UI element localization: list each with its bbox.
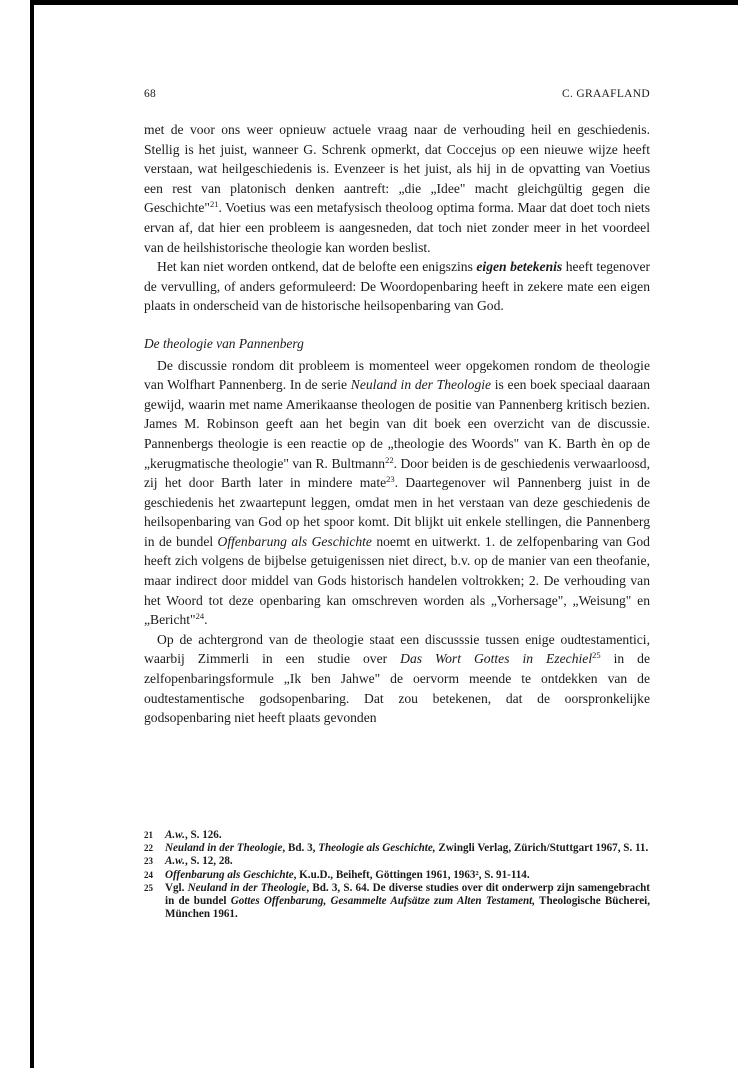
footnote-title: Offenbarung als Geschichte — [165, 868, 294, 881]
paragraph-3-text-d: . Daartegenover wil Pannenberg juist in de geschiedenis het zwaartepunt leggen, omdat men in het verstaan van deze geschiedenis de heilsopenbaring van God op het spoor komt. Dit blijkt uit enkele stellingen, die Pannenberg in de bundel — [144, 475, 650, 549]
main-text — [144, 120, 650, 728]
paragraph-3-text: De discussie rondom dit probleem is momenteel weer opgekomen rondom de theologie van Wolfhart Pannenberg. In de serie — [144, 357, 650, 393]
paragraph-2 — [144, 257, 650, 316]
footnote-title: Neuland in der Theologie — [187, 881, 307, 894]
paragraph-1-end: . Voetius was een metafysisch theoloog optima forma. Maar dat doet toch niets ervan af, dat hier een probleem is aangesneden, dat toch niet zonder meer in het voordeel van de heilshistorische theologie kan worden beslist. — [144, 200, 650, 255]
paragraph-4-text: Op de achtergrond van de theologie staat een discusssie tussen enige oudtestamentici, waarbij Zimmerli in een studie over — [144, 631, 650, 667]
footnote-ref-25: 25 — [592, 650, 601, 661]
footnote-ref-22: 22 — [385, 454, 394, 465]
paragraph-3-end: . — [204, 612, 208, 628]
running-header — [144, 88, 650, 106]
footnote-number: 24 — [144, 869, 153, 880]
footnote-title: A.w. — [165, 855, 185, 868]
footnotes — [144, 829, 650, 921]
footnote-title: Gottes Offenbarung, Gesammelte Aufsätze zum Alten Testament, — [230, 895, 536, 908]
footnote-text: , S. 126. — [184, 829, 222, 841]
footnote-text: Zwingli Verlag, Zürich/Stuttgart 1967, S. 11. — [435, 842, 649, 855]
footnote-number: 22 — [144, 843, 153, 854]
footnote-ref-24: 24 — [195, 611, 205, 622]
footnote-text: , Bd. 3, — [282, 842, 319, 855]
title-neuland: Neuland in der Theologie — [350, 377, 492, 393]
footnote-ref-23: 23 — [386, 474, 395, 485]
footnote — [144, 882, 650, 922]
footnote-title: Neuland in der Theologie — [165, 842, 283, 855]
paragraph-4 — [144, 630, 650, 728]
title-das-wort-gottes: Das Wort Gottes in Ezechiel — [400, 651, 593, 667]
footnote-title: Theologie als Geschichte, — [318, 842, 436, 855]
title-offenbarung: Offenbarung als Geschichte — [217, 533, 372, 549]
paragraph-2-text: Het kan niet worden ontkend, dat de belofte een enigszins — [157, 259, 477, 275]
footnote-text: , Bd. 3, S. 64. De diverse studies over dit onderwerp zijn samengebracht in de bundel — [165, 881, 650, 908]
paragraph-4-end: in de zelfopenbaringsformule „Ik ben Jahwe" de oervorm meende te ontdekken van de oudtestamentische godsopenbaring. Dat zou betekenen, dat de oorspronkelijke godsopenbaring niet heeft plaats gevonden — [144, 651, 651, 726]
footnote-text: Vgl. — [165, 881, 188, 894]
scan-edge-top — [34, 0, 738, 5]
footnote — [144, 855, 650, 868]
footnote — [144, 869, 650, 882]
paragraph-1-text: met de voor ons weer opnieuw actuele vraag naar de verhouding heil en geschiedenis. Stellig is het juist, wanneer G. Schrenk opmerkt, dat Coccejus op een nieuwe wijze heeft verstaan, wat heilgeschiedenis is. Evenzeer is het juist, als hij in de opvatting van Voetius een rest van platonisch denken aantreft: „die „Idee" macht gleichgültig gegen die Geschichte" — [144, 122, 650, 216]
page-number: 68 — [144, 88, 157, 100]
header-author: C. GRAAFLAND — [562, 88, 650, 100]
paragraph-3 — [144, 356, 650, 630]
footnote-text: , K.u.D., Beiheft, Göttingen 1961, 1963², S. 91-114. — [293, 868, 530, 881]
footnote-number: 23 — [144, 856, 153, 867]
paragraph-1 — [144, 120, 650, 257]
paragraph-3-text-c: . Door beiden is de geschiedenis verwaarloosd, zij het door Barth later in mindere mate — [144, 455, 650, 491]
footnote — [144, 842, 650, 855]
footnote-number: 25 — [144, 882, 153, 893]
paragraph-3-text-b: is een boek speciaal daaraan gewijd, waarin met name Amerikaanse theologen de positie van Pannenberg kritisch bezien. James M. Robinson geeft aan het begin van dit boek een overzicht van de discussie. Pannenbergs theologie is een reactie op de „theologie des Woords" van K. Barth èn op de „kerugmatische theologie" van R. Bultmann — [144, 377, 650, 471]
footnote-text: , S. 12, 28. — [184, 855, 233, 868]
section-heading: De theologie van Pannenberg — [144, 335, 304, 351]
footnote-text: Theologische Bücherei, München 1961. — [165, 895, 650, 921]
paragraph-2-end: heeft tegenover de vervulling, of anders geformuleerd: De Woordopenbaring heeft in zekere mate een eigen plaats in onderscheid van de historische heilsopenbaring van God. — [144, 259, 651, 314]
footnote-ref-21: 21 — [209, 199, 219, 210]
paragraph-3-text-e: noemt en uitwerkt. 1. de zelfopenbaring van God heeft zich volgens de bijbelse getuigenissen niet direct, b.v. op de manier van een theofanie, maar indirect door middel van Gods historisch handelen voltrokken; 2. De verhouding van het Woord tot deze openbaring kan omschreven worden als „Vorhersage", „Weisung" en „Bericht" — [144, 533, 650, 628]
footnote-title: A.w. — [165, 829, 185, 841]
footnote — [144, 829, 650, 842]
emphasis-eigen-betekenis: eigen betekenis — [476, 259, 563, 275]
footnote-number: 21 — [144, 830, 153, 840]
